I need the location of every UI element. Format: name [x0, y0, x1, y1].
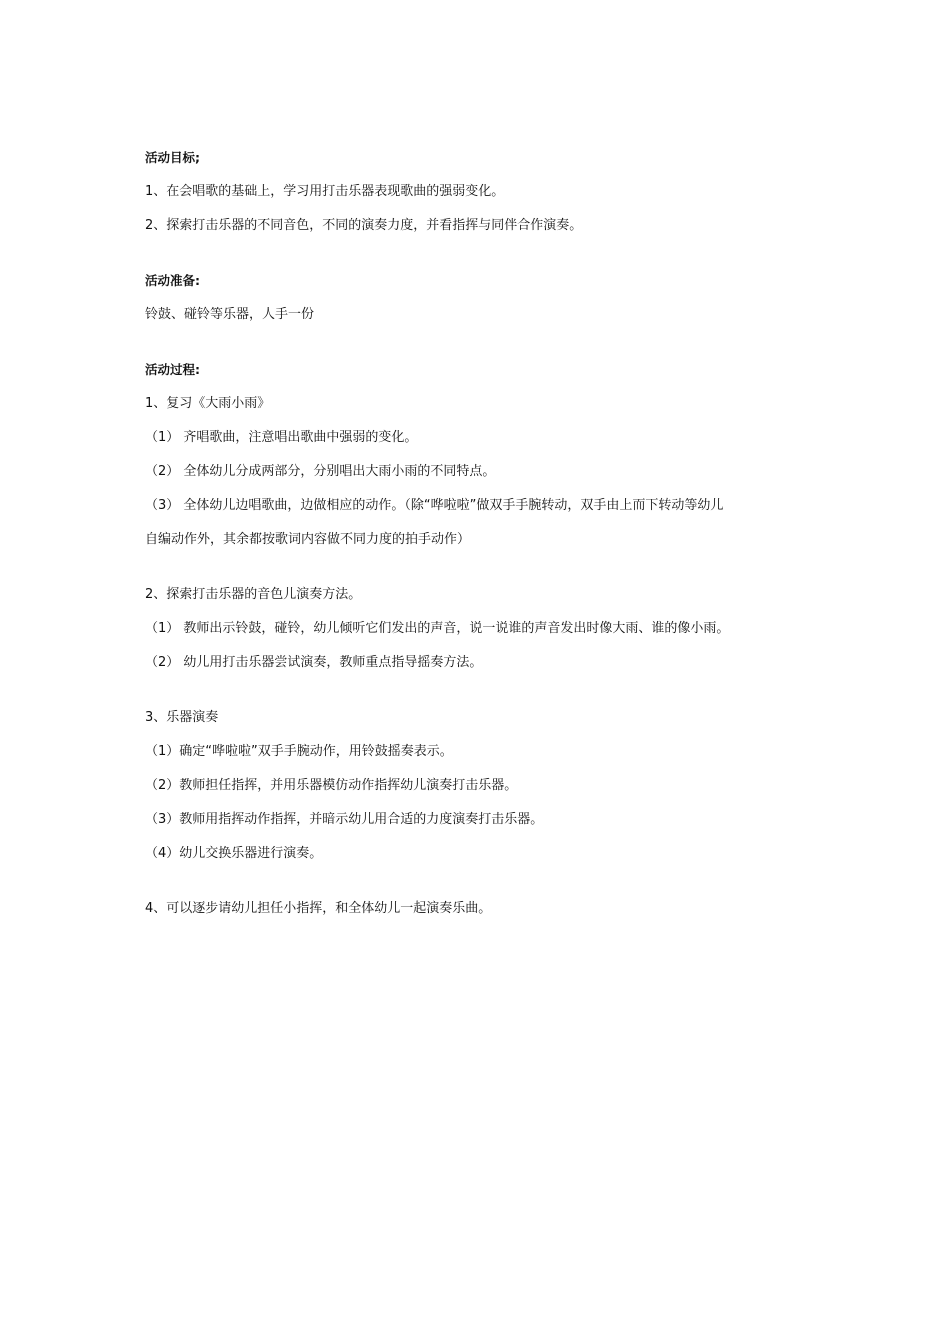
step2-title: 2、探索打击乐器的音色儿演奏方法。 — [145, 587, 362, 602]
prep-heading: 活动准备: — [145, 273, 200, 288]
document-body — [145, 148, 825, 919]
step2-item: （2） 幼儿用打击乐器尝试演奏，教师重点指导摇奏方法。 — [145, 655, 483, 670]
process-heading: 活动过程: — [145, 362, 200, 377]
step4-title: 4、可以逐步请幼儿担任小指挥，和全体幼儿一起演奏乐曲。 — [145, 901, 492, 916]
goals-heading: 活动目标; — [145, 150, 200, 165]
step1-item-continued: 自编动作外，其余都按歌词内容做不同力度的拍手动作） — [145, 532, 471, 547]
step3-item: （3）教师用指挥动作指挥，并暗示幼儿用合适的力度演奏打击乐器。 — [145, 812, 544, 827]
step3-item: （1）确定“哗啦啦”双手手腕动作，用铃鼓摇奏表示。 — [145, 744, 453, 759]
step2-item: （1） 教师出示铃鼓，碰铃，幼儿倾听它们发出的声音，说一说谁的声音发出时像大雨、谁的像小雨。 — [145, 621, 730, 636]
step3-item: （2）教师担任指挥，并用乐器模仿动作指挥幼儿演奏打击乐器。 — [145, 778, 518, 793]
prep-text: 铃鼓、碰铃等乐器，人手一份 — [145, 307, 315, 322]
step1-item: （2） 全体幼儿分成两部分，分别唱出大雨小雨的不同特点。 — [145, 464, 496, 479]
step1-item: （1） 齐唱歌曲，注意唱出歌曲中强弱的变化。 — [145, 430, 418, 445]
step3-title: 3、乐器演奏 — [145, 710, 219, 725]
step1-title: 1、复习《大雨小雨》 — [145, 396, 271, 411]
goal-item: 2、探索打击乐器的不同音色，不同的演奏力度，并看指挥与同伴合作演奏。 — [145, 218, 583, 233]
step1-item: （3） 全体幼儿边唱歌曲，边做相应的动作。（除“哗啦啦”做双手手腕转动，双手由上而下转动等幼儿 — [145, 498, 724, 513]
step3-item: （4）幼儿交换乐器进行演奏。 — [145, 846, 323, 861]
goal-item: 1、在会唱歌的基础上，学习用打击乐器表现歌曲的强弱变化。 — [145, 184, 505, 199]
